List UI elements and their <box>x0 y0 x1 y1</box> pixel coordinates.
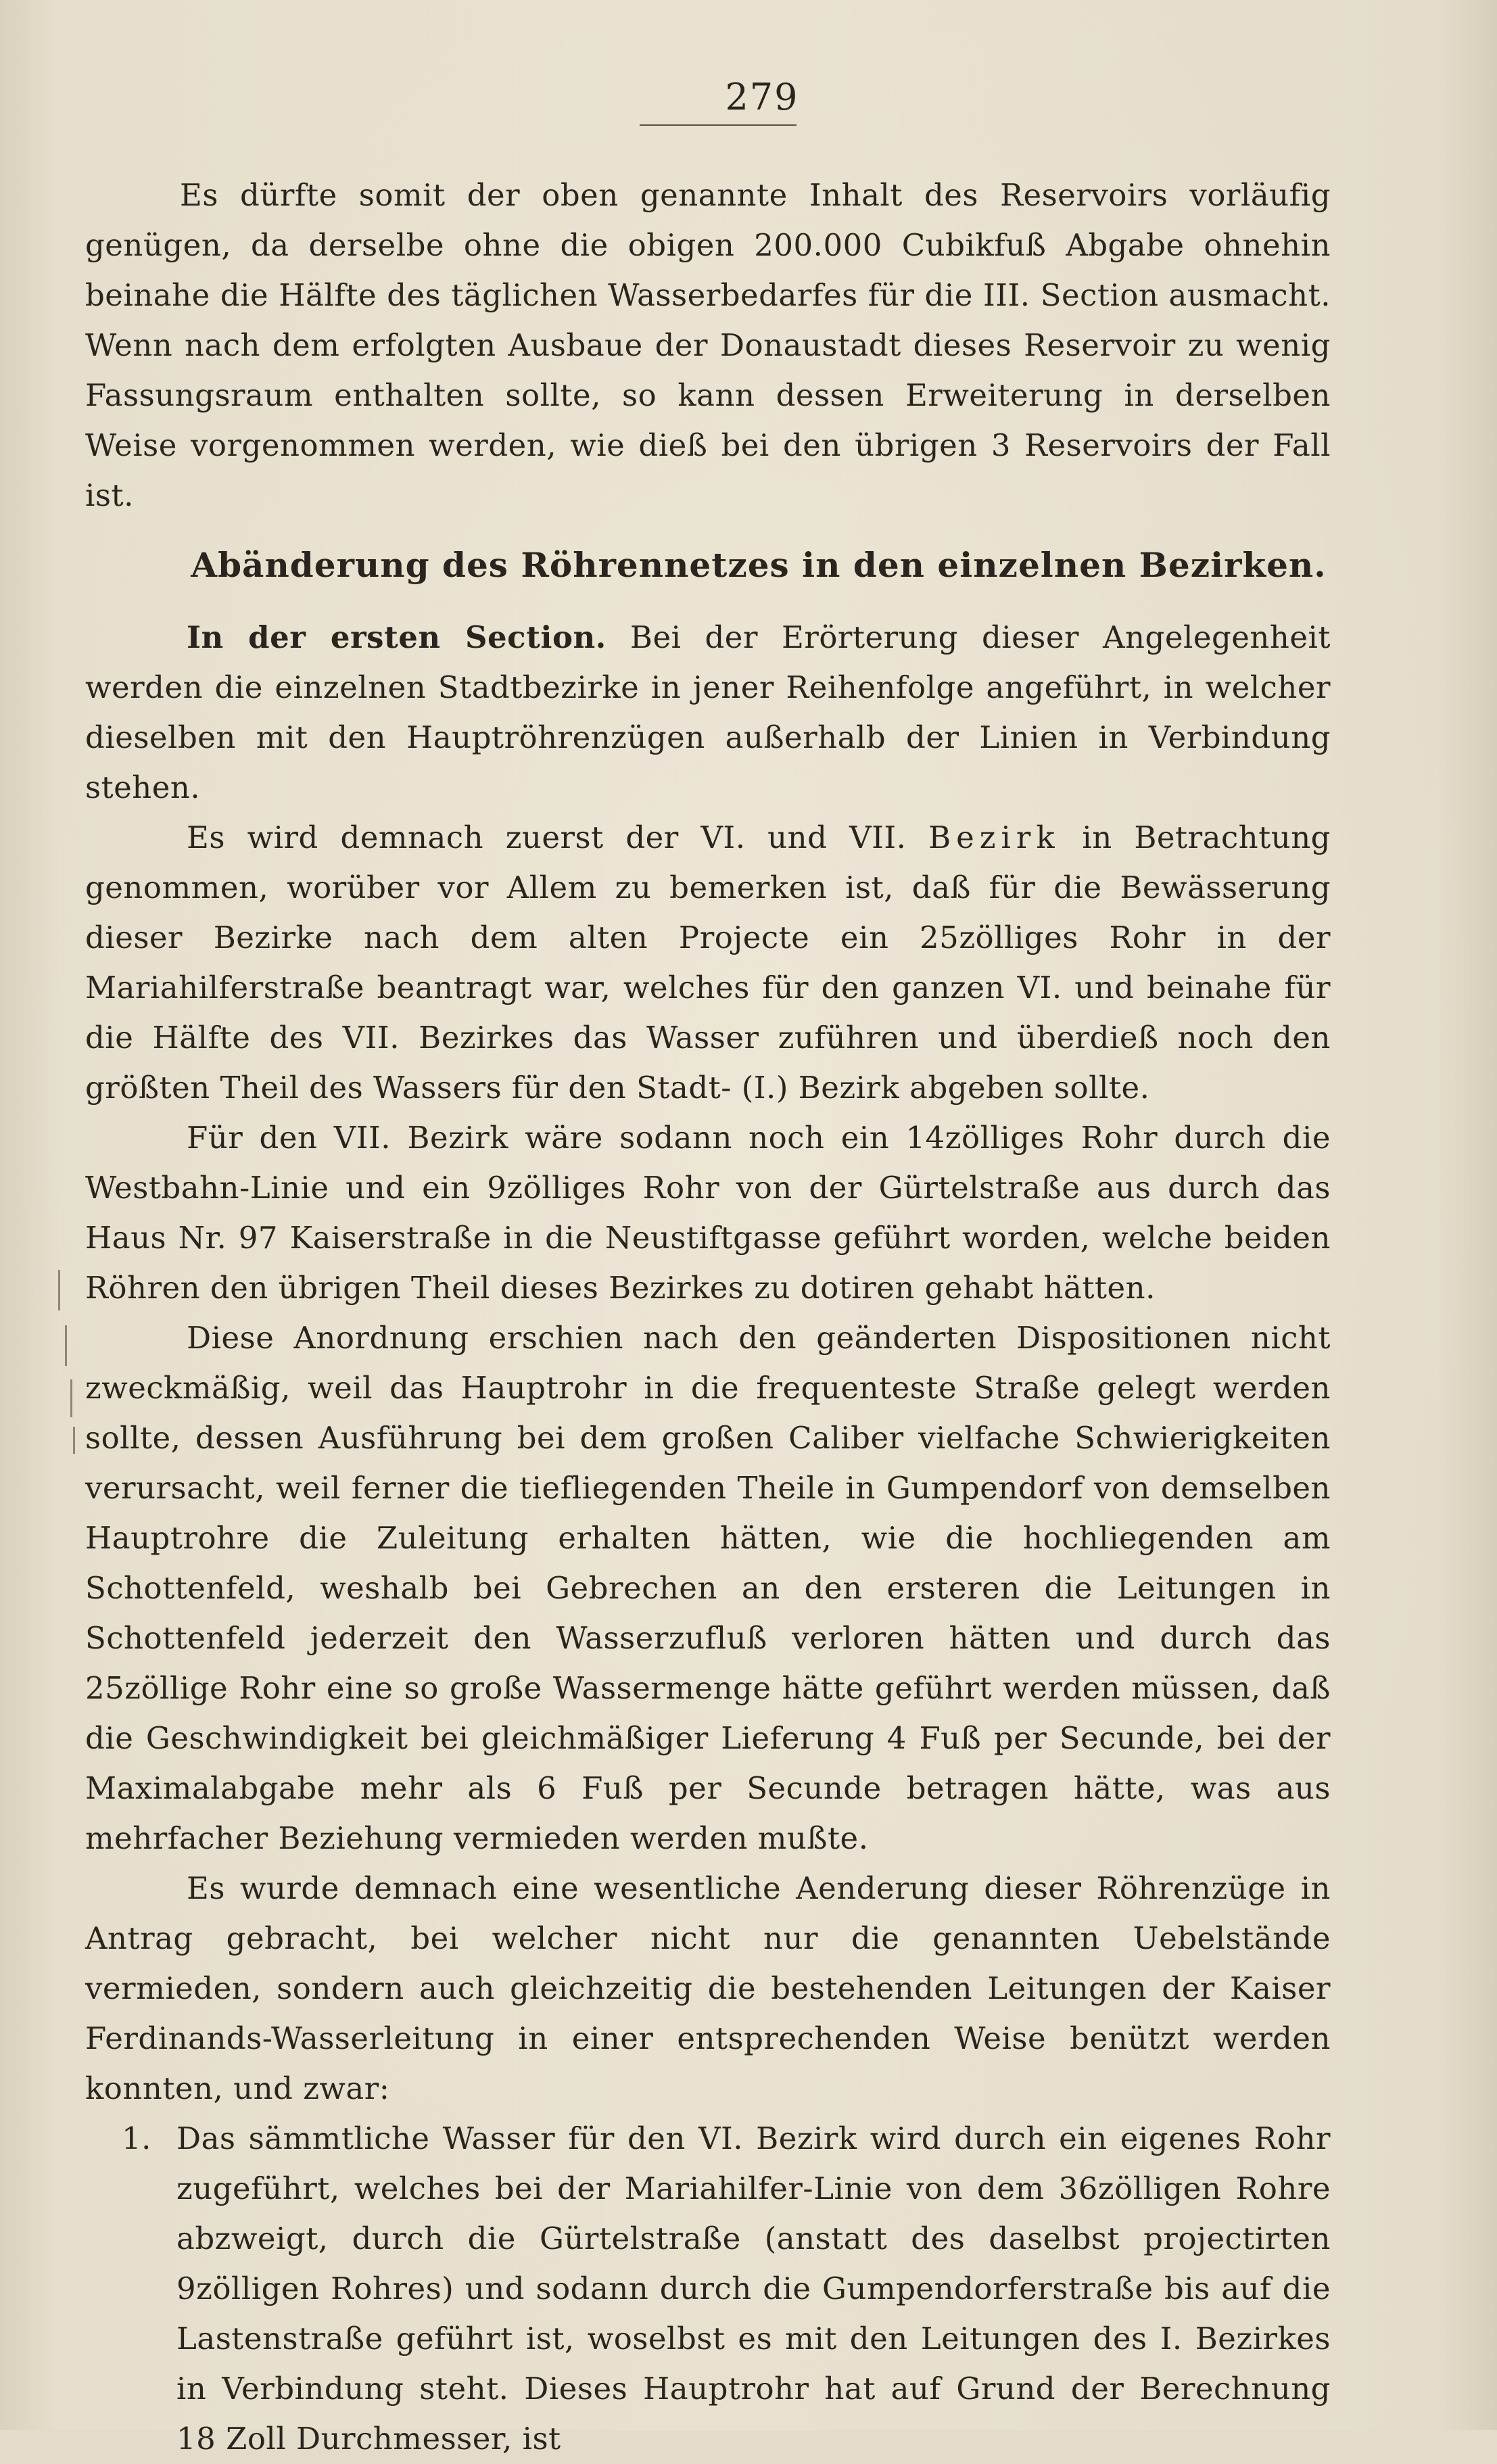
paragraph-bezirk-vii: Für den VII. Bezirk wäre sodann noch ein 14zölliges Rohr durch die Westbahn-Linie und ein 9zölliges Rohr von der Gürtelstraße aus durch das Haus Nr. 97 Kaiserstraße in die Neustiftgasse geführt worden, welche beiden Röhren den übrigen Theil dieses Bezirkes zu dotiren gehabt hätten. <box>85 1120 1331 1306</box>
page-number: 279 <box>725 76 799 118</box>
list-item-text: Das sämmtliche Wasser für den VI. Bezirk wird durch ein eigenes Rohr zugeführt, welches bei der Mariahilfer-Linie von dem 36zölligen Rohre abzweigt, durch die Gürtelstraße (anstatt des daselbst projectirten 9zölligen Rohres) und sodann durch die Gumpendorferstraße bis auf die Lastenstraße geführt ist, woselbst es mit den Leitungen des I. Bezirkes in Verbindung steht. Dieses Hauptrohr hat auf Grund der Berechnung 18 Zoll Durchmesser, ist <box>176 2121 1331 2457</box>
section-heading: Abänderung des Röhrennetzes in den einzelnen Bezirken. <box>191 545 1327 585</box>
main-text-block <box>85 613 1331 2464</box>
para-2-spaced-word: Bezirk <box>928 820 1060 855</box>
section-intro-text: Bei der Erörterung dieser Angelegenheit werden die einzelnen Stadtbezirke in jener Reihenfolge angeführt, in welcher dieselben mit den Hauptröhrenzügen außerhalb der Linien in Verbindung stehen. <box>85 619 1331 805</box>
margin-pencil-mark <box>65 1325 67 1366</box>
paragraph-bezirk-vi-vii <box>85 813 1331 1113</box>
paragraph-reservoir: Es dürfte somit der oben genannte Inhalt des Reservoirs vorläufig genügen, da derselbe ohne die obigen 200.000 Cubikfuß Abgabe ohnehin beinahe die Hälfte des täglichen Wasserbedarfes für die III. Section ausmacht. Wenn nach dem erfolgten Ausbaue der Donaustadt dieses Reservoir zu wenig Fassungsraum enthalten sollte, so kann dessen Erweiterung in derselben Weise vorgenommen werden, wie dieß bei den übrigen 3 Reservoirs der Fall ist. <box>85 177 1331 513</box>
list-item-1 <box>85 2114 1331 2464</box>
margin-pencil-mark <box>58 1270 60 1310</box>
header-rule <box>640 124 797 126</box>
section-intro-lead: In der ersten Section. <box>187 619 607 655</box>
top-text-block <box>85 170 1331 521</box>
margin-pencil-mark <box>73 1427 75 1454</box>
margin-pencil-mark <box>70 1379 72 1417</box>
paragraph-aenderung: Es wurde demnach eine wesentliche Aenderung dieser Röhrenzüge in Antrag gebracht, bei welcher nicht nur die genannten Uebelstände vermieden, sondern auch gleichzeitig die bestehenden Leitungen der Kaiser Ferdinands-Wasserleitung in einer entsprechenden Weise benützt werden konnten, und zwar: <box>85 1870 1331 2106</box>
para-2-start: Es wird demnach zuerst der VI. und VII. <box>187 820 929 855</box>
paragraph-anordnung: Diese Anordnung erschien nach den geänderten Dispositionen nicht zweckmäßig, weil das Hauptrohr in die frequenteste Straße gelegt werden sollte, dessen Ausführung bei dem großen Caliber vielfache Schwierigkeiten verursacht, weil ferner die tiefliegenden Theile in Gumpendorf von demselben Hauptrohre die Zuleitung erhalten hätten, wie die hochliegenden am Schottenfeld, weshalb bei Gebrechen an den ersteren die Leitungen in Schottenfeld jederzeit den Wasserzufluß verloren hätten und durch das 25zöllige Rohr eine so große Wassermenge hätte geführt werden müssen, daß die Geschwindigkeit bei gleichmäßiger Lieferung 4 Fuß per Secunde, bei der Maximalabgabe mehr als 6 Fuß per Secunde betragen hätte, was aus mehrfacher Beziehung vermieden werden mußte. <box>85 1320 1331 1856</box>
list-number: 1. <box>122 2121 151 2156</box>
paragraph-section-intro <box>85 613 1331 813</box>
para-2-rest: in Betrachtung genommen, worüber vor Allem zu bemerken ist, daß für die Bewässerung dieser Bezirke nach dem alten Projecte ein 25zölliges Rohr in der Mariahilferstraße beantragt war, welches für den ganzen VI. und beinahe für die Hälfte des VII. Bezirkes das Wasser zuführen und überdieß noch den größten Theil des Wassers für den Stadt- (I.) Bezirk abgeben sollte. <box>85 820 1331 1106</box>
